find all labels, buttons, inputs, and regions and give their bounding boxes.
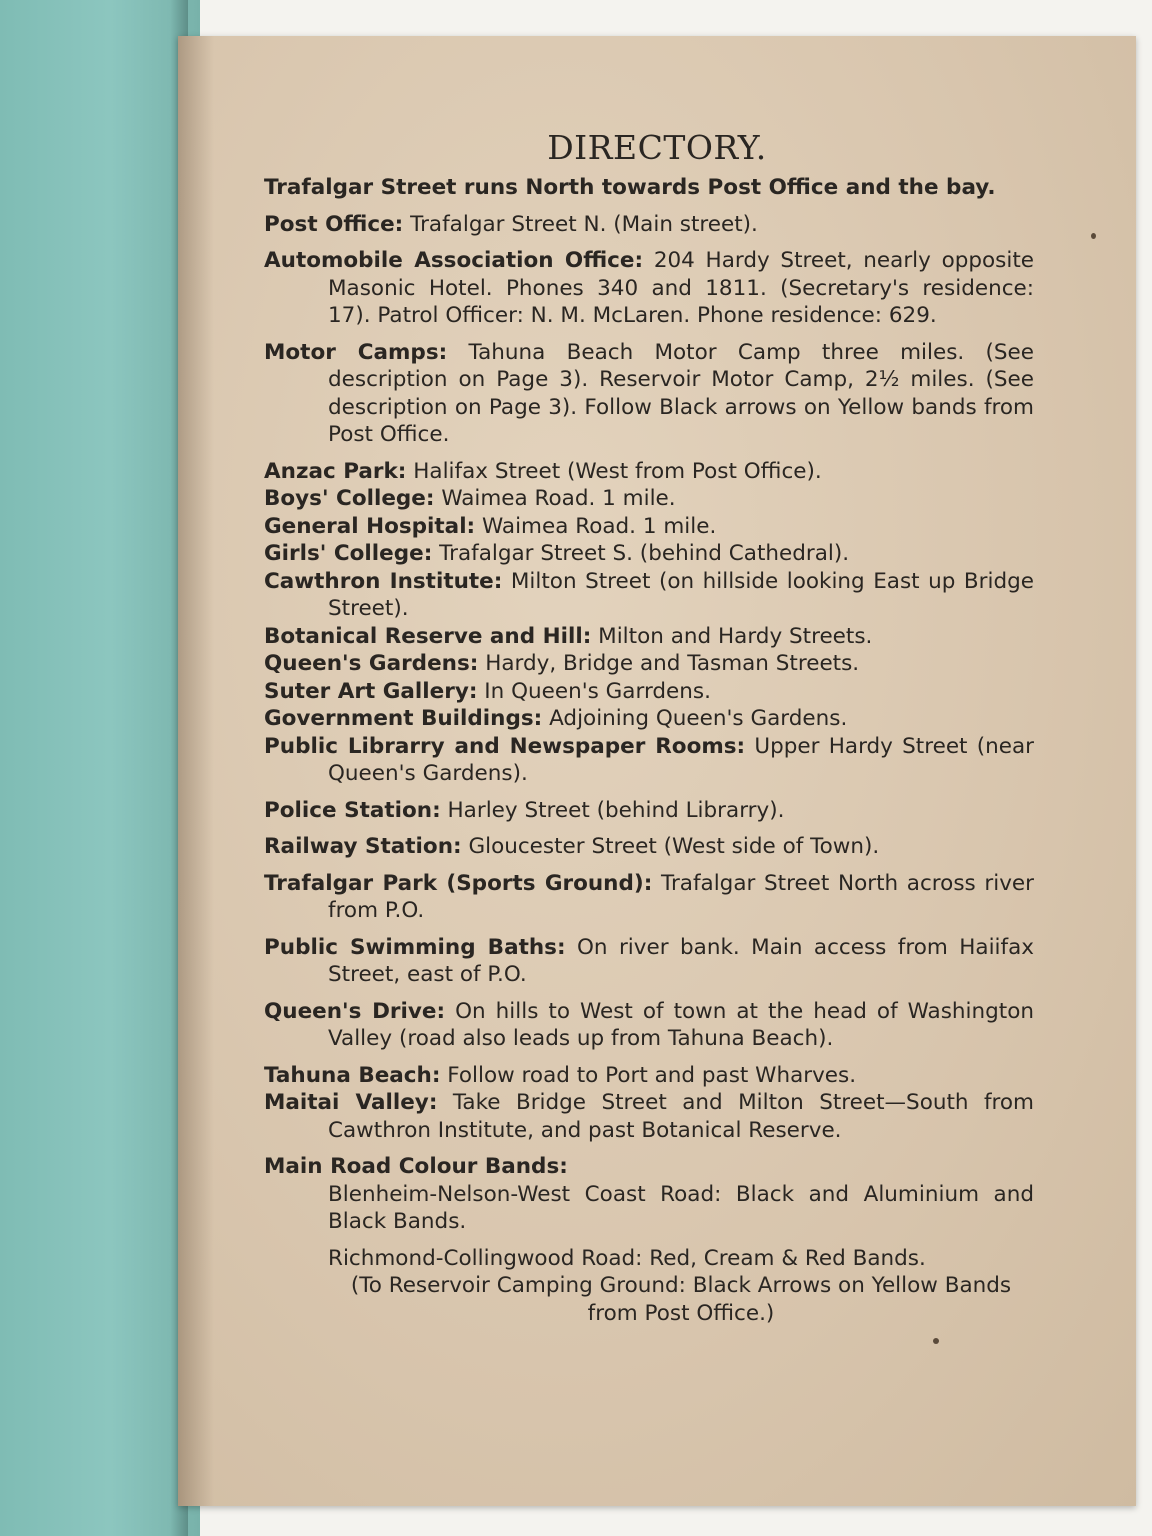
entry-police-station xyxy=(264,797,1034,825)
entry-term: Police Station: xyxy=(264,797,441,823)
entry-text: Gloucester Street (West side of Town). xyxy=(461,834,880,859)
entry-text: Milton and Hardy Streets. xyxy=(591,623,873,649)
entry-term: General Hospital: xyxy=(264,513,476,539)
entry-term: Maitai Valley: xyxy=(264,1090,438,1115)
entry-text: Milton Street (on hillside looking East up Bridge Street). xyxy=(328,568,1034,621)
entry-railway-station xyxy=(264,833,1034,861)
entry-term: Automobile Association Office: xyxy=(264,248,644,273)
entry-text: Adjoining Queen's Gardens. xyxy=(542,706,848,731)
directory-list xyxy=(264,174,1034,1327)
entry-term: Girls' College: xyxy=(264,541,433,566)
entry-queens-gardens xyxy=(264,650,1034,678)
entry-text: Harley Street (behind Librarry). xyxy=(440,797,785,823)
page-title: DIRECTORY. xyxy=(547,128,767,167)
colour-band-blenheim: Blenheim-Nelson-West Coast Road: Black and Aluminium and Black Bands. xyxy=(328,1181,1034,1234)
entry-text: Waimea Road. 1 mile. xyxy=(434,486,676,511)
entry-queens-drive xyxy=(264,998,1034,1053)
entry-text: On hills to West of town at the head of Washington Valley (road also leads up from Tahuna Beach). xyxy=(328,998,1034,1051)
entry-trafalgar-park xyxy=(264,870,1034,925)
entry-text: Trafalgar Street North across river from P.O. xyxy=(328,870,1034,923)
entry-term: Cawthron Institute: xyxy=(264,568,503,594)
entry-anzac-park xyxy=(264,458,1034,486)
entry-term: Motor Camps: xyxy=(264,339,448,365)
entry-term: Suter Art Gallery: xyxy=(264,678,478,704)
booklet-page xyxy=(178,36,1136,1506)
entry-text: Upper Hardy Street (near Queen's Gardens). xyxy=(328,733,1034,786)
entry-post-office xyxy=(264,211,1034,239)
entry-term: Government Buildings: xyxy=(264,706,543,731)
entry-girls-college xyxy=(264,540,1034,568)
entry-term: Trafalgar Park (Sports Ground): xyxy=(264,870,653,896)
entry-public-library xyxy=(264,733,1034,788)
entry-term: Queen's Drive: xyxy=(264,998,446,1024)
entry-maitai-valley xyxy=(264,1089,1034,1144)
entry-text: 204 Hardy Street, nearly opposite Masonic Hotel. Phones 340 and 1811. (Secretary's residence: 17). Patrol Officer: N. M. McLaren. Phone residence: 629. xyxy=(328,248,1035,328)
entry-text: Follow road to Port and past Wharves. xyxy=(440,1062,857,1088)
paper-speck xyxy=(933,1338,939,1344)
entry-swimming-baths xyxy=(264,934,1034,989)
entry-text: In Queen's Garrdens. xyxy=(477,678,711,704)
entry-term: Botanical Reserve and Hill: xyxy=(264,623,592,649)
entry-term: Post Office: xyxy=(264,211,404,237)
entry-motor-camps xyxy=(264,339,1034,449)
entry-text: Waimea Road. 1 mile. xyxy=(475,513,717,539)
entry-term: Public Swimming Baths: xyxy=(264,934,566,960)
entry-text: Trafalgar Street N. (Main street). xyxy=(403,211,758,237)
entry-government-buildings xyxy=(264,705,1034,733)
entry-term: Railway Station: xyxy=(264,834,462,859)
entry-boys-college xyxy=(264,485,1034,513)
entry-term: Public Librarry and Newspaper Rooms: xyxy=(264,733,746,759)
entry-tahuna-beach xyxy=(264,1062,1034,1090)
paper-speck xyxy=(1091,233,1096,239)
entry-general-hospital xyxy=(264,513,1034,541)
entry-colour-bands xyxy=(264,1153,1034,1181)
entry-suter-art-gallery xyxy=(264,678,1034,706)
entry-automobile-association xyxy=(264,247,1034,330)
entry-text: Trafalgar Street S. (behind Cathedral). xyxy=(432,541,850,566)
entry-text: On river bank. Main access from Haiifax Street, east of P.O. xyxy=(328,934,1034,987)
entry-text: Halifax Street (West from Post Office). xyxy=(406,458,822,484)
entry-text: Take Bridge Street and Milton Street—South from Cawthron Institute, and past Botanical Reserve. xyxy=(328,1090,1034,1143)
entry-term: Queen's Gardens: xyxy=(264,651,479,676)
entry-botanical-reserve xyxy=(264,623,1034,651)
entry-cawthron-institute xyxy=(264,568,1034,623)
entry-text: Tahuna Beach Motor Camp three miles. (See description on Page 3). Reservoir Motor Camp, 2½ miles. (See description on Page 3). Follow Black arrows on Yellow bands from Post Office. xyxy=(328,339,1035,447)
entry-term: Main Road Colour Bands: xyxy=(264,1154,568,1179)
directory-intro xyxy=(264,174,1034,202)
intro-text: Trafalgar Street runs North towards Post Office and the bay. xyxy=(264,175,996,200)
spine-shadow xyxy=(178,36,214,1506)
entry-text: Hardy, Bridge and Tasman Streets. xyxy=(478,651,860,676)
entry-term: Tahuna Beach: xyxy=(264,1062,441,1088)
colour-band-richmond: Richmond-Collingwood Road: Red, Cream & Red Bands. xyxy=(328,1245,926,1271)
entry-term: Anzac Park: xyxy=(264,458,407,484)
reservoir-note: (To Reservoir Camping Ground: Black Arrows on Yellow Bands from Post Office.) xyxy=(350,1273,1012,1326)
entry-term: Boys' College: xyxy=(264,486,435,511)
